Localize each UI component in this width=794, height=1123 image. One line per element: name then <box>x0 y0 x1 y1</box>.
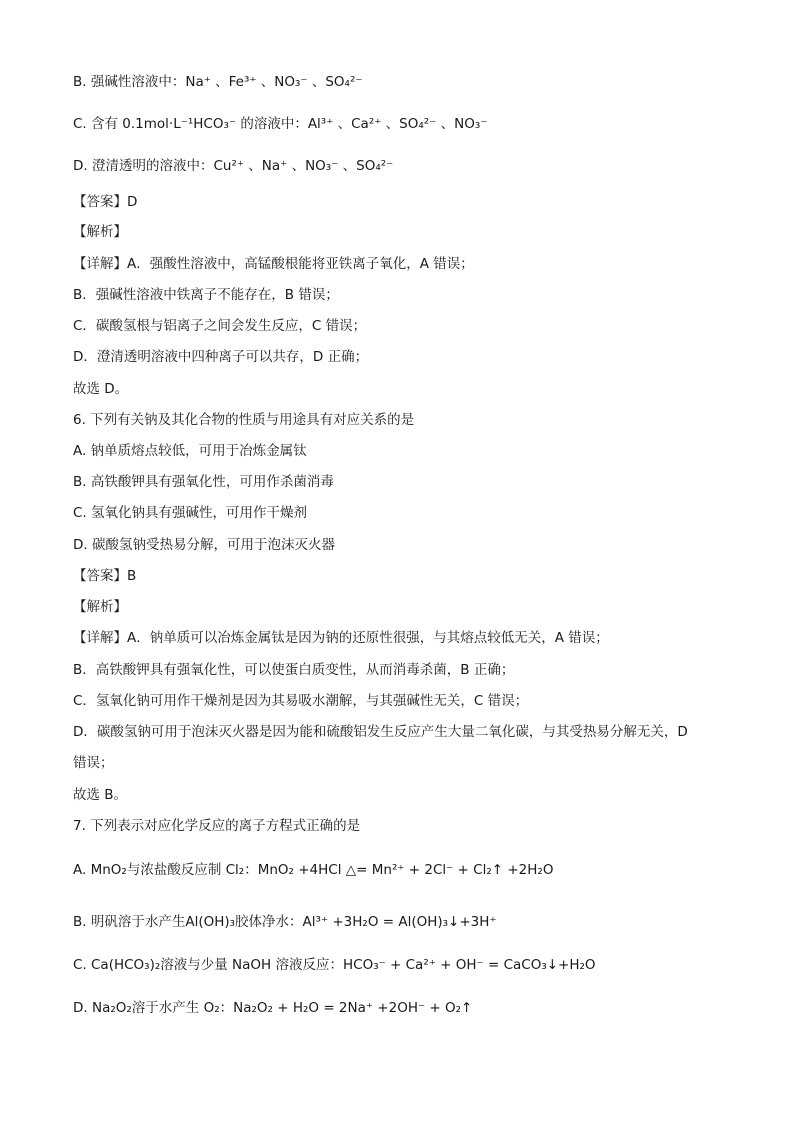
q6-option-b-text: B. 高铁酸钾具有强氧化性，可用作杀菌消毒 <box>73 474 334 490</box>
q7-option-b <box>73 912 497 932</box>
q7-option-c-text: C. Ca(HCO₃)₂溶液与少量 NaOH 溶液反应：HCO₃⁻ + Ca²⁺ + OH⁻ = CaCO₃↓+H₂O <box>73 957 596 973</box>
q7-option-a <box>73 860 553 880</box>
q6-detail-2 <box>73 660 514 680</box>
q6-stem-text: 6. 下列有关钠及其化合物的性质与用途具有对应关系的是 <box>73 412 415 428</box>
q6-conclusion <box>73 785 127 805</box>
q6-answer <box>73 566 136 586</box>
q5-answer <box>73 192 137 212</box>
q6-detail-3 <box>73 691 528 711</box>
q6-conclusion-text: 故选 B。 <box>73 787 128 803</box>
q6-analysis-heading-text: 【解析】 <box>73 599 127 615</box>
q6-option-d <box>73 535 335 555</box>
q6-detail-4-cont <box>73 753 114 773</box>
q6-detail-3-text: C．氢氧化钠可用作干燥剂是因为其易吸水潮解，与其强碱性无关，C 错误； <box>73 693 529 709</box>
q5-analysis-heading-text: 【解析】 <box>73 224 127 240</box>
q5-option-d <box>73 156 393 176</box>
q5-detail-2-text: B．强碱性溶液中铁离子不能存在，B 错误； <box>73 287 339 303</box>
q7-option-d <box>73 998 472 1018</box>
q6-option-c-text: C. 氢氧化钠具有强碱性，可用作干燥剂 <box>73 505 308 521</box>
q7-stem <box>73 816 360 836</box>
q5-option-c <box>73 114 487 134</box>
q6-analysis-heading <box>73 597 127 617</box>
q6-stem <box>73 410 414 430</box>
q5-option-c-text: C. 含有 0.1mol·L⁻¹HCO₃⁻ 的溶液中：Al³⁺ 、Ca²⁺ 、SO₄²⁻ 、NO₃⁻ <box>73 116 488 132</box>
q5-conclusion <box>73 379 128 399</box>
q5-detail-2 <box>73 285 339 305</box>
q5-detail-1-text: 【详解】A．强酸性溶液中，高锰酸根能将亚铁离子氧化，A 错误； <box>73 256 474 272</box>
q5-detail-3-text: C．碳酸氢根与铝离子之间会发生反应，C 错误； <box>73 318 367 334</box>
q5-conclusion-text: 故选 D。 <box>73 381 129 397</box>
q6-option-a-text: A. 钠单质熔点较低，可用于冶炼金属钛 <box>73 443 307 459</box>
q6-option-d-text: D. 碳酸氢钠受热易分解，可用于泡沫灭火器 <box>73 537 335 553</box>
q7-option-b-text: B. 明矾溶于水产生Al(OH)₃胶体净水：Al³⁺ +3H₂O = Al(OH)₃↓+3H⁺ <box>73 914 497 930</box>
q6-detail-4 <box>73 722 688 742</box>
q6-option-a <box>73 441 307 461</box>
q6-detail-1-text: 【详解】A．钠单质可以冶炼金属钛是因为钠的还原性很强，与其熔点较低无关，A 错误； <box>73 630 609 646</box>
q6-detail-4-text: D．碳酸氢钠可用于泡沫灭火器是因为能和硫酸铝发生反应产生大量二氧化碳，与其受热易分解无关，D <box>73 724 688 740</box>
q7-stem-text: 7. 下列表示对应化学反应的离子方程式正确的是 <box>73 818 361 834</box>
q6-detail-1 <box>73 628 609 648</box>
q6-option-c <box>73 503 307 523</box>
q5-analysis-heading <box>73 222 127 242</box>
q5-answer-text: 【答案】D <box>73 194 138 210</box>
q5-option-b-text: B. 强碱性溶液中：Na⁺ 、Fe³⁺ 、NO₃⁻ 、SO₄²⁻ <box>73 74 363 90</box>
q6-detail-2-text: B．高铁酸钾具有强氧化性，可以使蛋白质变性，从而消毒杀菌，B 正确； <box>73 662 515 678</box>
q5-detail-4 <box>73 347 368 367</box>
q5-detail-1 <box>73 254 474 274</box>
q6-answer-text: 【答案】B <box>73 568 137 584</box>
q7-option-a-text: A. MnO₂与浓盐酸反应制 Cl₂：MnO₂ +4HCl △= Mn²⁺ + 2Cl⁻ + Cl₂↑ +2H₂O <box>73 862 554 878</box>
q5-detail-4-text: D．澄清透明溶液中四种离子可以共存，D 正确； <box>73 349 369 365</box>
q6-detail-4-cont-text: 错误； <box>73 755 114 771</box>
q6-option-b <box>73 472 334 492</box>
q7-option-c <box>73 955 596 975</box>
q5-option-b <box>73 72 363 92</box>
q7-option-d-text: D. Na₂O₂溶于水产生 O₂：Na₂O₂ + H₂O = 2Na⁺ +2OH⁻ + O₂↑ <box>73 1000 473 1016</box>
q5-option-d-text: D. 澄清透明的溶液中：Cu²⁺ 、Na⁺ 、NO₃⁻ 、SO₄²⁻ <box>73 158 394 174</box>
q5-detail-3 <box>73 316 366 336</box>
